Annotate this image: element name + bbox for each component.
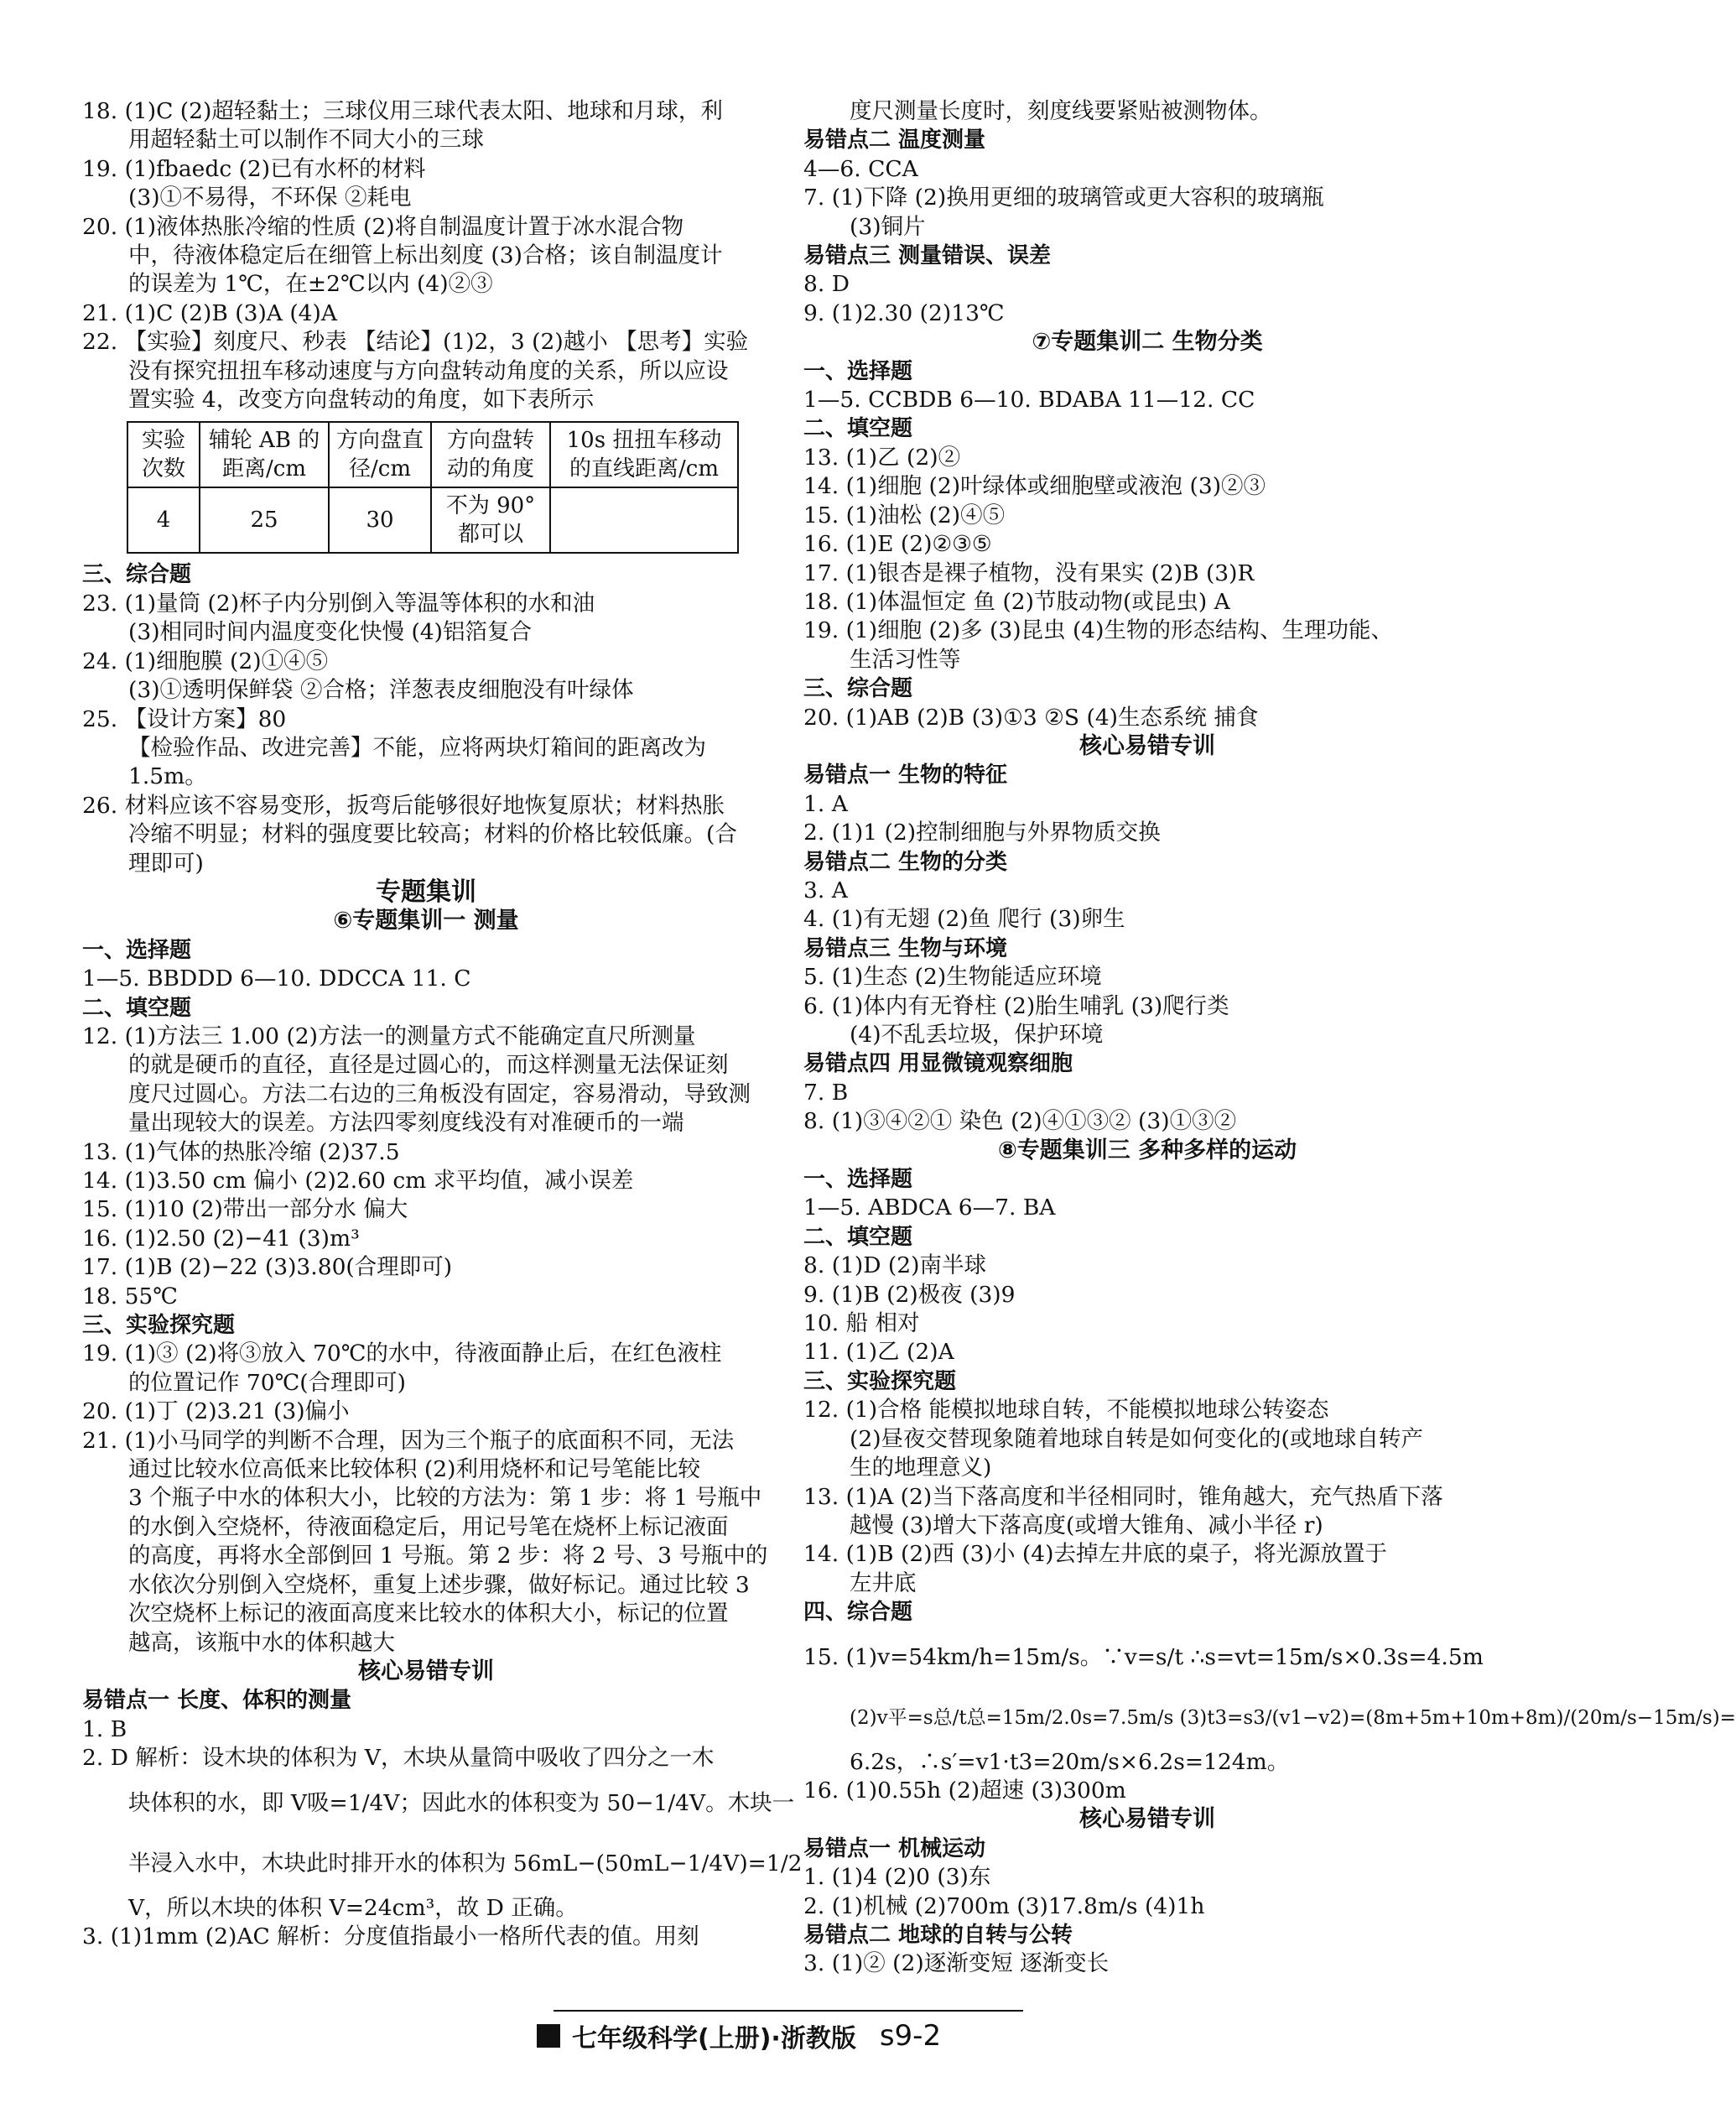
text-line: 16. (1)0.55h (2)超速 (3)300m <box>803 1777 1126 1804</box>
text-line: 18. (1)体温恒定 鱼 (2)节肢动物(或昆虫) A <box>803 588 1230 615</box>
section-heading: 三、综合题 <box>803 676 913 702</box>
section-heading: 三、实验探究题 <box>82 1313 236 1339</box>
text-line: (3)铜片 <box>850 213 926 240</box>
text-line: 生的地理意义) <box>850 1455 992 1481</box>
section-heading: 一、选择题 <box>803 358 913 384</box>
section-heading: 易错点一 长度、体积的测量 <box>82 1688 352 1714</box>
text-line: 22. 【实验】刻度尺、秒表 【结论】(1)2，3 (2)越小 【思考】实验 <box>82 329 749 356</box>
text-line: V，所以木块的体积 V=24cm³，故 D 正确。 <box>128 1894 578 1921</box>
text-line: 1—5. CCBDB 6—10. BDABA 11—12. CC <box>803 387 1255 414</box>
book-logo-icon <box>537 2024 560 2048</box>
section-heading: 三、实验探究题 <box>803 1368 957 1394</box>
table-header-row <box>127 422 738 487</box>
text-line: 20. (1)丁 (2)3.21 (3)偏小 <box>82 1398 350 1425</box>
text-line: 7. B <box>803 1079 849 1106</box>
text-line: 16. (1)2.50 (2)−41 (3)m³ <box>82 1225 360 1252</box>
text-line: 10. 船 相对 <box>803 1310 920 1337</box>
text-line: 水依次分别倒入空烧杯，重复上述步骤，做好标记。通过比较 3 <box>128 1571 750 1598</box>
text-line: 的高度，再将水全部倒回 1 号瓶。第 2 步：将 2 号、3 号瓶中的 <box>128 1543 768 1569</box>
text-line: 冷缩不明显；材料的强度要比较高；材料的价格比较低廉。(合 <box>128 821 737 848</box>
table-cell: 不为 90°都可以 <box>431 487 550 553</box>
table-header: 方向盘直径/cm <box>329 422 431 487</box>
text-line: 3. A <box>803 877 848 903</box>
text-line: 3 个瓶子中水的体积大小，比较的方法为：第 1 步：将 1 号瓶中 <box>128 1485 762 1512</box>
table-cell: 30 <box>329 487 431 553</box>
left-column <box>82 97 803 1951</box>
text-line: 9. (1)2.30 (2)13℃ <box>803 299 1005 326</box>
text-line: 1. B <box>82 1715 127 1742</box>
text-line: 块体积的水，即 V吸=1/4V；因此水的体积变为 50−1/4V。木块一 <box>128 1789 795 1816</box>
text-line: 2. (1)1 (2)控制细胞与外界物质交换 <box>803 820 1161 846</box>
table-cell: 25 <box>200 487 329 553</box>
text-line: 5. (1)生态 (2)生物能适应环境 <box>803 964 1102 991</box>
text-line: 没有探究扭扭车移动速度与方向盘转动角度的关系，所以应设 <box>128 357 729 384</box>
text-line: 4. (1)有无翅 (2)鱼 爬行 (3)卵生 <box>803 906 1125 933</box>
text-line: 度尺测量长度时，刻度线要紧贴被测物体。 <box>850 98 1272 124</box>
text-line: 9. (1)B (2)极夜 (3)9 <box>803 1281 1016 1308</box>
section-heading: 易错点三 生物与环境 <box>803 935 1008 961</box>
text-line: 13. (1)A (2)当下落高度和半径相同时，锥角越大，充气热盾下落 <box>803 1483 1443 1510</box>
text-line: 1—5. ABDCA 6—7. BA <box>803 1195 1056 1221</box>
text-line: 3. (1)1mm (2)AC 解析：分度值指最小一格所代表的值。用刻 <box>82 1923 699 1949</box>
table-cell <box>550 487 738 553</box>
section-title: ⑦专题集训二 生物分类 <box>1032 329 1263 356</box>
text-line: 26. 材料应该不容易变形，扳弯后能够很好地恢复原状；材料热胀 <box>82 792 725 819</box>
footer-rule <box>554 2010 1023 2012</box>
text-line: 置实验 4，改变方向盘转动的角度，如下表所示 <box>128 387 595 414</box>
text-line: 15. (1)10 (2)带出一部分水 偏大 <box>82 1196 408 1223</box>
text-line: 25. 【设计方案】80 <box>82 705 287 732</box>
text-line: 23. (1)量筒 (2)杯子内分别倒入等温等体积的水和油 <box>82 590 595 617</box>
text-line: 次空烧杯上标记的液面高度来比较水的体积大小，标记的位置 <box>128 1601 729 1627</box>
text-line: (4)不乱丢垃圾，保护环境 <box>850 1022 1104 1048</box>
text-line: (3)相同时间内温度变化快慢 (4)铝箔复合 <box>128 619 532 646</box>
text-line: 20. (1)液体热胀冷缩的性质 (2)将自制温度计置于冰水混合物 <box>82 213 684 240</box>
text-line: 2. (1)机械 (2)700m (3)17.8m/s (4)1h <box>803 1892 1205 1919</box>
text-line: 13. (1)乙 (2)② <box>803 444 961 471</box>
text-line: 3. (1)② (2)逐渐变短 逐渐变长 <box>803 1950 1110 1977</box>
section-heading: 易错点三 测量错误、误差 <box>803 243 1052 269</box>
text-line: 8. (1)③④②① 染色 (2)④①③② (3)①③② <box>803 1108 1237 1135</box>
page-footer <box>537 2017 1040 2054</box>
text-line: 半浸入水中，木块此时排开水的体积为 56mL−(50mL−1/4V)=1/2 <box>128 1850 803 1877</box>
text-line: 左井底 <box>850 1569 917 1596</box>
table-header: 实验次数 <box>127 422 200 487</box>
text-line: 2. D 解析：设木块的体积为 V，木块从量筒中吸收了四分之一木 <box>82 1745 715 1772</box>
text-line: 19. (1)fbaedc (2)已有水杯的材料 <box>82 155 426 182</box>
section-title: ⑧专题集训三 多种多样的运动 <box>997 1137 1297 1163</box>
text-line: 19. (1)细胞 (2)多 (3)昆虫 (4)生物的形态结构、生理功能、 <box>803 617 1393 644</box>
text-line: 越慢 (3)增大下落高度(或增大锥角、减小半径 r) <box>850 1512 1323 1538</box>
text-line: (3)①不易得，不环保 ②耗电 <box>128 185 412 211</box>
text-line: 的误差为 1℃，在±2℃以内 (4)②③ <box>128 271 493 298</box>
text-line: 14. (1)细胞 (2)叶绿体或细胞壁或液泡 (3)②③ <box>803 473 1266 500</box>
section-heading: 二、填空题 <box>803 1224 913 1250</box>
text-line: 通过比较水位高低来比较体积 (2)利用烧杯和记号笔能比较 <box>128 1456 700 1483</box>
text-line: 中，待液体稳定后在细管上标出刻度 (3)合格；该自制温度计 <box>128 242 723 269</box>
text-line: 1—5. BBDDD 6—10. DDCCA 11. C <box>82 966 471 992</box>
text-line: 16. (1)E (2)②③⑤ <box>803 531 992 558</box>
section-heading: 易错点二 生物的分类 <box>803 849 1008 875</box>
text-line: 7. (1)下降 (2)换用更细的玻璃管或更大容积的玻璃瓶 <box>803 185 1324 211</box>
section-heading: 易错点一 生物的特征 <box>803 763 1008 789</box>
text-line: 量出现较大的误差。方法四零刻度线没有对准硬币的一端 <box>128 1110 684 1137</box>
text-line: 【检验作品、改进完善】不能，应将两块灯箱间的距离改为 <box>128 734 706 761</box>
text-line: 4—6. CCA <box>803 155 918 182</box>
text-line: 19. (1)③ (2)将③放入 70℃的水中，待液面静止后，在红色液柱 <box>82 1340 722 1367</box>
text-line: 理即可) <box>128 850 204 877</box>
section-heading: 易错点二 地球的自转与公转 <box>803 1922 1073 1948</box>
text-line: 8. (1)D (2)南半球 <box>803 1252 986 1279</box>
text-line: 17. (1)B (2)−22 (3)3.80(合理即可) <box>82 1254 453 1281</box>
text-line: 15. (1)v=54km/h=15m/s。∵v=s/t ∴s=vt=15m/s×0.3s=4.5m <box>803 1643 1484 1670</box>
text-line: 18. 55℃ <box>82 1283 178 1309</box>
text-line: 的水倒入空烧杯，待液面稳定后，用记号笔在烧杯上标记液面 <box>128 1513 729 1540</box>
text-line: (3)①透明保鲜袋 ②合格；洋葱表皮细胞没有叶绿体 <box>128 677 634 704</box>
text-line: 17. (1)银杏是裸子植物，没有果实 (2)B (3)R <box>803 560 1255 586</box>
section-title: ⑥专题集训一 测量 <box>333 908 519 934</box>
text-line: (2)昼夜交替现象随着地球自转是如何变化的(或地球自转产 <box>850 1425 1423 1452</box>
text-line: 24. (1)细胞膜 (2)①④⑤ <box>82 648 329 674</box>
section-heading: 易错点二 温度测量 <box>803 128 986 154</box>
text-line: 14. (1)3.50 cm 偏小 (2)2.60 cm 求平均值，减小误差 <box>82 1168 634 1194</box>
book-title: 七年级科学(上册)·浙教版 <box>572 2024 856 2054</box>
text-line: 21. (1)C (2)B (3)A (4)A <box>82 299 338 326</box>
table-header: 辅轮 AB 的距离/cm <box>200 422 329 487</box>
text-line: 1.5m。 <box>128 763 207 790</box>
page-number: s9-2 <box>879 2019 942 2053</box>
experiment-table <box>127 421 739 554</box>
text-line: (2)v平=s总/t总=15m/2.0s=7.5m/s (3)t3=s3/(v1−v2)=(8m+5m+10m+8m)/(20m/s−15m/s)= <box>850 1706 1736 1729</box>
chapter-title: 专题集训 <box>376 877 476 907</box>
text-line: 6.2s，∴s′=v1·t3=20m/s×6.2s=124m。 <box>850 1748 1290 1775</box>
text-line: 1. (1)4 (2)0 (3)东 <box>803 1864 991 1891</box>
section-heading: 易错点四 用显微镜观察细胞 <box>803 1051 1073 1077</box>
section-title: 核心易错专训 <box>1079 1806 1215 1833</box>
section-title: 核心易错专训 <box>1079 732 1215 759</box>
text-line: 的位置记作 70℃(合理即可) <box>128 1369 406 1396</box>
text-line: 18. (1)C (2)超轻黏土；三球仪用三球代表太阳、地球和月球，利 <box>82 98 723 124</box>
text-line: 度尺过圆心。方法二右边的三角板没有固定，容易滑动，导致测 <box>128 1080 751 1107</box>
table-cell: 4 <box>127 487 200 553</box>
text-line: 8. D <box>803 271 850 298</box>
section-heading: 三、综合题 <box>82 562 192 588</box>
section-title: 核心易错专训 <box>358 1658 494 1684</box>
table-header: 方向盘转动的角度 <box>431 422 550 487</box>
section-heading: 二、填空题 <box>803 416 913 442</box>
text-line: 的就是硬币的直径，直径是过圆心的，而这样测量无法保证刻 <box>128 1052 729 1079</box>
text-line: 15. (1)油松 (2)④⑤ <box>803 502 1006 528</box>
text-line: 越高，该瓶中水的体积越大 <box>128 1629 395 1656</box>
text-line: 1. A <box>803 790 848 817</box>
section-heading: 二、填空题 <box>82 995 192 1021</box>
text-line: 12. (1)方法三 1.00 (2)方法一的测量方式不能确定直尺所测量 <box>82 1023 696 1049</box>
text-line: 11. (1)乙 (2)A <box>803 1339 954 1366</box>
text-line: 6. (1)体内有无脊柱 (2)胎生哺乳 (3)爬行类 <box>803 992 1229 1019</box>
section-heading: 一、选择题 <box>803 1167 913 1193</box>
text-line: 21. (1)小马同学的判断不合理，因为三个瓶子的底面积不同，无法 <box>82 1427 735 1454</box>
text-line: 用超轻黏土可以制作不同大小的三球 <box>128 127 484 154</box>
table-row <box>127 487 738 553</box>
right-column <box>803 97 1736 1979</box>
table-header: 10s 扭扭车移动的直线距离/cm <box>550 422 738 487</box>
text-line: 12. (1)合格 能模拟地球自转，不能模拟地球公转姿态 <box>803 1397 1329 1424</box>
text-line: 14. (1)B (2)西 (3)小 (4)去掉左井底的桌子，将光源放置于 <box>803 1541 1387 1568</box>
text-line: 20. (1)AB (2)B (3)①3 ②S (4)生态系统 捕食 <box>803 704 1259 731</box>
section-heading: 四、综合题 <box>803 1600 913 1626</box>
section-heading: 一、选择题 <box>82 937 192 963</box>
text-line: 13. (1)气体的热胀冷缩 (2)37.5 <box>82 1138 400 1165</box>
text-line: 生活习性等 <box>850 646 961 673</box>
section-heading: 易错点一 机械运动 <box>803 1835 986 1861</box>
